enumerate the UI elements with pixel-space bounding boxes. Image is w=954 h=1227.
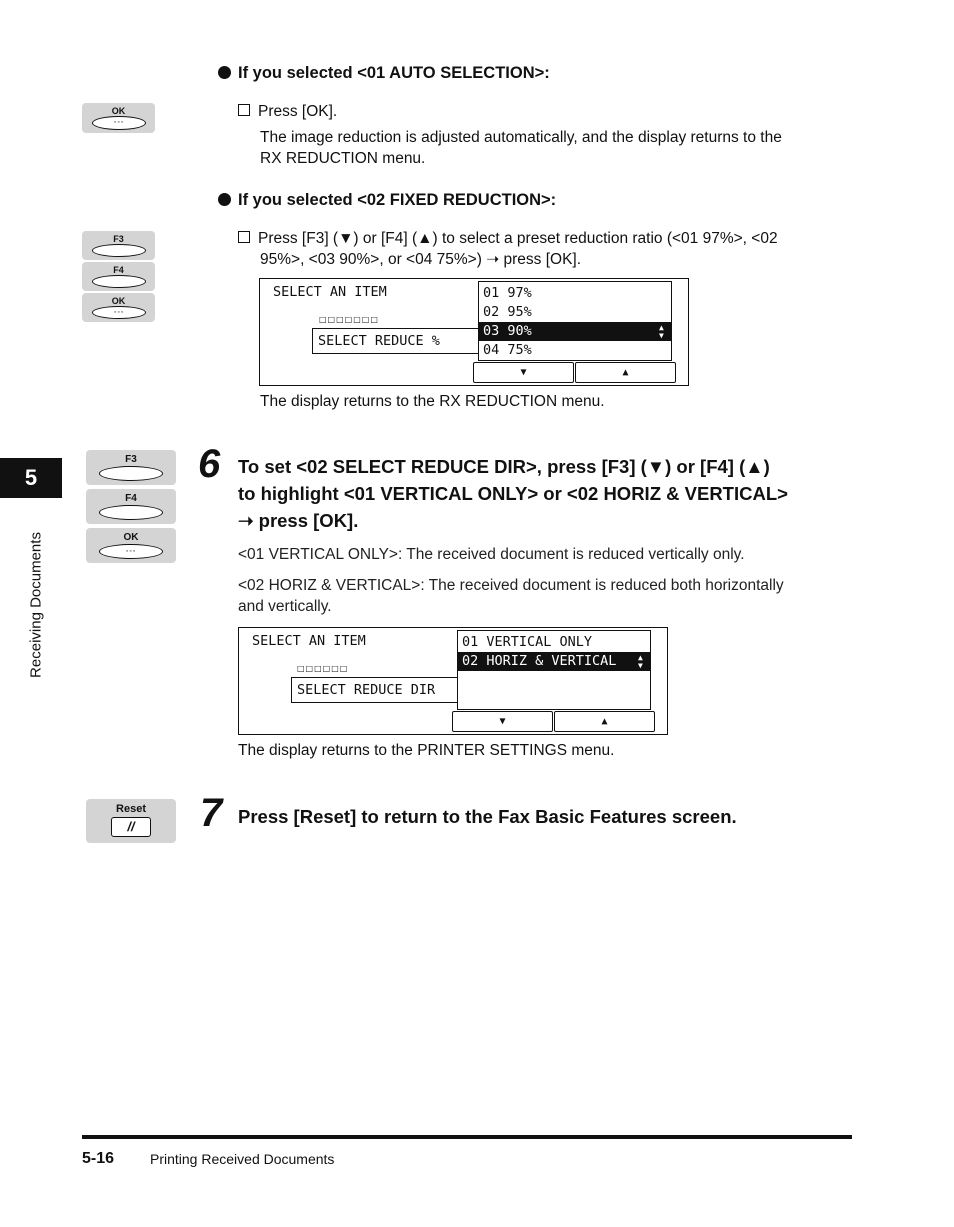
down-arrow-icon: ▼ [520,367,527,378]
auto-description-line1: The image reduction is adjusted automatically, and the display returns to the [260,129,782,146]
lcd-up-button[interactable] [575,362,676,383]
bullet-icon [218,193,231,206]
f3-key-oval [92,244,146,257]
auto-selection-heading [218,64,550,83]
auto-instruction [238,101,337,122]
ok-key-label: OK [111,296,126,306]
checkbox-icon [238,104,250,116]
lcd-up-button[interactable] [554,711,655,732]
lcd-item-list [457,630,651,710]
scroll-updown-icon: ▲ ▼ [659,323,664,340]
auto-description [260,127,782,169]
chapter-side-label: Receiving Documents [27,532,45,678]
step-6-title-line3: ➝ press [OK]. [238,510,359,531]
f4-key-illustration [82,262,155,291]
f3-key-illustration [82,231,155,260]
lcd-progress-squares: □□□□□□□ [319,315,379,324]
up-arrow-icon: ▲ [601,716,608,727]
lcd-down-button[interactable] [452,711,553,732]
f4-key-oval [92,275,146,288]
f3-key-label: F3 [113,234,124,244]
lcd-list-item[interactable]: 01 VERTICAL ONLY [462,634,593,650]
up-arrow-icon: ▲ [622,367,629,378]
step-6-title-line1: To set <02 SELECT REDUCE DIR>, press [F3] (▼) or [F4] (▲) [238,456,770,477]
f4-key-illustration [86,489,176,524]
f3-key-illustration [86,450,176,485]
checkbox-icon [238,231,250,243]
lcd-selection-label: SELECT REDUCE % [318,333,440,349]
ok-key-illustration [86,528,176,563]
ok-key-dots: ◦◦◦ [125,548,137,555]
lcd-selection-box [312,328,479,354]
f3-key-oval [99,466,163,481]
auto-instruction-text: Press [OK]. [258,103,338,120]
step-6-title-line2: to highlight <01 VERTICAL ONLY> or <02 HORIZ & VERTICAL> [238,483,788,504]
lcd-list-item[interactable]: 04 75% [483,342,532,358]
step-6-note-vertical: <01 VERTICAL ONLY>: The received document is reduced vertically only. [238,546,745,563]
step-6-note-horiz [238,575,784,617]
lcd-title: SELECT AN ITEM [252,633,366,649]
ok-key-oval [92,306,146,319]
step-7-number: 7 [200,791,223,835]
lcd-selection-label: SELECT REDUCE DIR [297,682,436,698]
reset-key-label: Reset [116,803,146,815]
fixed-instruction-line1: Press [F3] (▼) or [F4] (▲) to select a preset reduction ratio (<01 97%>, <02 [258,230,778,247]
down-arrow-icon: ▼ [499,716,506,727]
step-6-title [238,453,788,534]
step-6-note-horiz-line1: <02 HORIZ & VERTICAL>: The received document is reduced both horizontally [238,577,784,594]
reset-slash-icon: // [111,817,151,837]
lcd-selection-box [291,677,458,703]
ok-key-oval [99,544,163,559]
f4-key-label: F4 [113,265,124,275]
lcd-list-item[interactable]: 02 95% [483,304,532,320]
lcd-item-list [478,281,672,361]
ok-key-label: OK [123,532,139,543]
lcd-display-reduce-dir [238,627,668,735]
lcd-progress-squares: □□□□□□ [297,664,349,673]
fixed-reduction-heading [218,191,556,210]
lcd-list-item[interactable]: 01 97% [483,285,532,301]
lcd-list-item-selected[interactable]: 03 90% [479,322,671,341]
footer-title: Printing Received Documents [150,1151,335,1167]
ok-key-dots: ◦◦◦ [113,309,125,316]
ok-key-illustration [82,103,155,133]
ok-key-oval [92,116,146,130]
lcd-down-button[interactable] [473,362,574,383]
reset-key-illustration [86,799,176,843]
f4-key-oval [99,505,163,520]
step-7-title: Press [Reset] to return to the Fax Basic Features screen. [238,806,737,827]
fixed-result: The display returns to the RX REDUCTION menu. [260,393,605,410]
footer-page-number: 5-16 [82,1150,115,1167]
step-6-note-horiz-line2: and vertically. [238,598,332,615]
fixed-reduction-heading-text: If you selected <02 FIXED REDUCTION>: [238,191,557,209]
f4-key-label: F4 [125,493,137,504]
ok-key-illustration [82,293,155,322]
auto-selection-heading-text: If you selected <01 AUTO SELECTION>: [238,64,550,82]
auto-description-line2: RX REDUCTION menu. [260,150,426,167]
step-6-result: The display returns to the PRINTER SETTINGS menu. [238,742,615,759]
fixed-instruction-line2: 95%>, <03 90%>, or <04 75%>) ➝ press [OK]. [260,251,582,268]
lcd-title: SELECT AN ITEM [273,284,387,300]
step-6-number: 6 [198,442,221,486]
f3-key-label: F3 [125,454,137,465]
footer-rule [82,1135,852,1139]
ok-key-label: OK [111,106,126,116]
scroll-updown-icon: ▲ ▼ [638,653,643,670]
fixed-instruction [238,228,838,270]
lcd-list-item-selected[interactable]: 02 HORIZ & VERTICAL [458,652,650,671]
bullet-icon [218,66,231,79]
ok-key-dots: ◦◦◦ [113,119,125,126]
lcd-display-reduce-ratio [259,278,689,386]
chapter-tab: 5 [0,458,62,498]
